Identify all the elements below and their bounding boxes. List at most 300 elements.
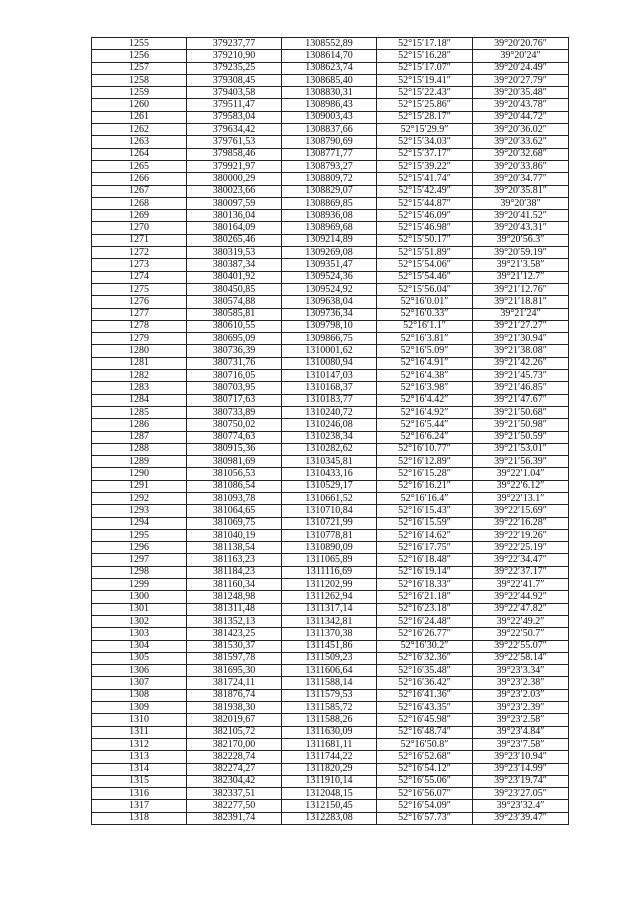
table-row bbox=[92, 628, 569, 640]
x-coordinate-cell: 380717,63 bbox=[187, 394, 282, 406]
x-coordinate-cell: 379583,04 bbox=[187, 111, 282, 123]
point-number-cell: 1314 bbox=[92, 763, 187, 775]
table-row bbox=[92, 763, 569, 775]
longitude-cell: 39°23′3.34″ bbox=[473, 665, 569, 677]
y-coordinate-cell: 1311370,38 bbox=[282, 628, 377, 640]
y-coordinate-cell: 1311451,86 bbox=[282, 640, 377, 652]
x-coordinate-cell: 380387,34 bbox=[187, 259, 282, 271]
x-coordinate-cell: 379308,45 bbox=[187, 74, 282, 86]
longitude-cell: 39°20′24.49″ bbox=[473, 62, 569, 74]
x-coordinate-cell: 381724,11 bbox=[187, 677, 282, 689]
x-coordinate-cell: 381184,23 bbox=[187, 566, 282, 578]
latitude-cell: 52°16′50.8″ bbox=[377, 738, 473, 750]
longitude-cell: 39°20′38″ bbox=[473, 197, 569, 209]
latitude-cell: 52°16′1.1″ bbox=[377, 320, 473, 332]
table-row bbox=[92, 173, 569, 185]
latitude-cell: 52°15′19.41″ bbox=[377, 74, 473, 86]
latitude-cell: 52°16′43.35″ bbox=[377, 702, 473, 714]
x-coordinate-cell: 382019,67 bbox=[187, 714, 282, 726]
table-row bbox=[92, 751, 569, 763]
table-row bbox=[92, 492, 569, 504]
latitude-cell: 52°15′54.46″ bbox=[377, 271, 473, 283]
point-number-cell: 1312 bbox=[92, 738, 187, 750]
point-number-cell: 1283 bbox=[92, 382, 187, 394]
x-coordinate-cell: 380136,04 bbox=[187, 210, 282, 222]
point-number-cell: 1291 bbox=[92, 480, 187, 492]
table-row bbox=[92, 382, 569, 394]
longitude-cell: 39°22′50.7″ bbox=[473, 628, 569, 640]
table-row bbox=[92, 640, 569, 652]
latitude-cell: 52°16′3.98″ bbox=[377, 382, 473, 394]
table-row bbox=[92, 124, 569, 136]
table-row bbox=[92, 197, 569, 209]
latitude-cell: 52°15′42.49″ bbox=[377, 185, 473, 197]
longitude-cell: 39°22′15.69″ bbox=[473, 505, 569, 517]
longitude-cell: 39°22′41.7″ bbox=[473, 579, 569, 591]
longitude-cell: 39°20′35.48″ bbox=[473, 87, 569, 99]
point-number-cell: 1282 bbox=[92, 370, 187, 382]
y-coordinate-cell: 1310433,16 bbox=[282, 468, 377, 480]
longitude-cell: 39°20′43.31″ bbox=[473, 222, 569, 234]
table-row bbox=[92, 259, 569, 271]
x-coordinate-cell: 380733,89 bbox=[187, 406, 282, 418]
table-row bbox=[92, 87, 569, 99]
coordinates-table bbox=[91, 37, 569, 825]
y-coordinate-cell: 1308869,85 bbox=[282, 197, 377, 209]
point-number-cell: 1284 bbox=[92, 394, 187, 406]
point-number-cell: 1276 bbox=[92, 296, 187, 308]
longitude-cell: 39°21′50.68″ bbox=[473, 406, 569, 418]
table-row bbox=[92, 111, 569, 123]
table-row bbox=[92, 443, 569, 455]
coordinates-table-body bbox=[92, 38, 569, 825]
y-coordinate-cell: 1308837,66 bbox=[282, 124, 377, 136]
x-coordinate-cell: 382228,74 bbox=[187, 751, 282, 763]
longitude-cell: 39°21′50.98″ bbox=[473, 419, 569, 431]
longitude-cell: 39°23′19.74″ bbox=[473, 775, 569, 787]
longitude-cell: 39°21′45.73″ bbox=[473, 370, 569, 382]
longitude-cell: 39°21′30.94″ bbox=[473, 333, 569, 345]
latitude-cell: 52°16′16.21″ bbox=[377, 480, 473, 492]
y-coordinate-cell: 1310240,72 bbox=[282, 406, 377, 418]
longitude-cell: 39°20′35.81″ bbox=[473, 185, 569, 197]
latitude-cell: 52°16′55.06″ bbox=[377, 775, 473, 787]
table-row bbox=[92, 652, 569, 664]
y-coordinate-cell: 1309003,43 bbox=[282, 111, 377, 123]
y-coordinate-cell: 1311342,81 bbox=[282, 615, 377, 627]
y-coordinate-cell: 1309866,75 bbox=[282, 333, 377, 345]
x-coordinate-cell: 380164,09 bbox=[187, 222, 282, 234]
latitude-cell: 52°16′30.2″ bbox=[377, 640, 473, 652]
table-row bbox=[92, 591, 569, 603]
latitude-cell: 52°15′29.9″ bbox=[377, 124, 473, 136]
longitude-cell: 39°20′34.77″ bbox=[473, 173, 569, 185]
x-coordinate-cell: 379235,25 bbox=[187, 62, 282, 74]
y-coordinate-cell: 1308552,89 bbox=[282, 38, 377, 50]
x-coordinate-cell: 381876,74 bbox=[187, 689, 282, 701]
point-number-cell: 1315 bbox=[92, 775, 187, 787]
y-coordinate-cell: 1308790,69 bbox=[282, 136, 377, 148]
y-coordinate-cell: 1310721,99 bbox=[282, 517, 377, 529]
table-row bbox=[92, 775, 569, 787]
point-number-cell: 1255 bbox=[92, 38, 187, 50]
latitude-cell: 52°16′4.92″ bbox=[377, 406, 473, 418]
x-coordinate-cell: 381093,78 bbox=[187, 492, 282, 504]
table-row bbox=[92, 345, 569, 357]
x-coordinate-cell: 381311,48 bbox=[187, 603, 282, 615]
y-coordinate-cell: 1311744,22 bbox=[282, 751, 377, 763]
latitude-cell: 52°16′17.75″ bbox=[377, 542, 473, 554]
longitude-cell: 39°21′42.26″ bbox=[473, 357, 569, 369]
table-row bbox=[92, 603, 569, 615]
longitude-cell: 39°22′34.47″ bbox=[473, 554, 569, 566]
table-row bbox=[92, 234, 569, 246]
x-coordinate-cell: 381530,37 bbox=[187, 640, 282, 652]
longitude-cell: 39°22′19.26″ bbox=[473, 529, 569, 541]
table-row bbox=[92, 62, 569, 74]
point-number-cell: 1279 bbox=[92, 333, 187, 345]
table-row bbox=[92, 468, 569, 480]
latitude-cell: 52°15′25.86″ bbox=[377, 99, 473, 111]
y-coordinate-cell: 1311606,64 bbox=[282, 665, 377, 677]
latitude-cell: 52°15′39.22″ bbox=[377, 160, 473, 172]
x-coordinate-cell: 381056,53 bbox=[187, 468, 282, 480]
x-coordinate-cell: 379858,46 bbox=[187, 148, 282, 160]
point-number-cell: 1280 bbox=[92, 345, 187, 357]
table-row bbox=[92, 702, 569, 714]
latitude-cell: 52°16′45.98″ bbox=[377, 714, 473, 726]
table-row bbox=[92, 517, 569, 529]
point-number-cell: 1278 bbox=[92, 320, 187, 332]
y-coordinate-cell: 1308793,27 bbox=[282, 160, 377, 172]
y-coordinate-cell: 1311910,14 bbox=[282, 775, 377, 787]
latitude-cell: 52°16′6.24″ bbox=[377, 431, 473, 443]
latitude-cell: 52°15′34.03″ bbox=[377, 136, 473, 148]
latitude-cell: 52°16′36.42″ bbox=[377, 677, 473, 689]
x-coordinate-cell: 381695,30 bbox=[187, 665, 282, 677]
table-row bbox=[92, 542, 569, 554]
longitude-cell: 39°21′56.39″ bbox=[473, 456, 569, 468]
table-row bbox=[92, 566, 569, 578]
x-coordinate-cell: 380574,88 bbox=[187, 296, 282, 308]
longitude-cell: 39°21′12.7″ bbox=[473, 271, 569, 283]
latitude-cell: 52°15′51.89″ bbox=[377, 247, 473, 259]
point-number-cell: 1270 bbox=[92, 222, 187, 234]
latitude-cell: 52°16′4.91″ bbox=[377, 357, 473, 369]
x-coordinate-cell: 381086,54 bbox=[187, 480, 282, 492]
point-number-cell: 1286 bbox=[92, 419, 187, 431]
y-coordinate-cell: 1311262,94 bbox=[282, 591, 377, 603]
latitude-cell: 52°15′46.09″ bbox=[377, 210, 473, 222]
longitude-cell: 39°22′13.1″ bbox=[473, 492, 569, 504]
table-row bbox=[92, 800, 569, 812]
latitude-cell: 52°16′15.28″ bbox=[377, 468, 473, 480]
point-number-cell: 1261 bbox=[92, 111, 187, 123]
y-coordinate-cell: 1308986,43 bbox=[282, 99, 377, 111]
y-coordinate-cell: 1308623,74 bbox=[282, 62, 377, 74]
longitude-cell: 39°21′27.27″ bbox=[473, 320, 569, 332]
table-row bbox=[92, 615, 569, 627]
longitude-cell: 39°21′18.81″ bbox=[473, 296, 569, 308]
x-coordinate-cell: 381597,78 bbox=[187, 652, 282, 664]
point-number-cell: 1288 bbox=[92, 443, 187, 455]
point-number-cell: 1275 bbox=[92, 283, 187, 295]
longitude-cell: 39°22′6.12″ bbox=[473, 480, 569, 492]
point-number-cell: 1309 bbox=[92, 702, 187, 714]
latitude-cell: 52°15′28.17″ bbox=[377, 111, 473, 123]
y-coordinate-cell: 1311202,99 bbox=[282, 579, 377, 591]
latitude-cell: 52°15′46.98″ bbox=[377, 222, 473, 234]
latitude-cell: 52°16′5.09″ bbox=[377, 345, 473, 357]
longitude-cell: 39°22′49.2″ bbox=[473, 615, 569, 627]
latitude-cell: 52°16′54.12″ bbox=[377, 763, 473, 775]
y-coordinate-cell: 1310778,81 bbox=[282, 529, 377, 541]
y-coordinate-cell: 1309214,89 bbox=[282, 234, 377, 246]
point-number-cell: 1298 bbox=[92, 566, 187, 578]
longitude-cell: 39°20′32.68″ bbox=[473, 148, 569, 160]
point-number-cell: 1287 bbox=[92, 431, 187, 443]
longitude-cell: 39°22′37.17″ bbox=[473, 566, 569, 578]
longitude-cell: 39°22′55.07″ bbox=[473, 640, 569, 652]
point-number-cell: 1274 bbox=[92, 271, 187, 283]
point-number-cell: 1301 bbox=[92, 603, 187, 615]
point-number-cell: 1259 bbox=[92, 87, 187, 99]
y-coordinate-cell: 1309524,92 bbox=[282, 283, 377, 295]
table-row bbox=[92, 136, 569, 148]
x-coordinate-cell: 379210,90 bbox=[187, 50, 282, 62]
latitude-cell: 52°16′24.48″ bbox=[377, 615, 473, 627]
table-row bbox=[92, 247, 569, 259]
y-coordinate-cell: 1308614,70 bbox=[282, 50, 377, 62]
y-coordinate-cell: 1309269,08 bbox=[282, 247, 377, 259]
point-number-cell: 1263 bbox=[92, 136, 187, 148]
y-coordinate-cell: 1308830,31 bbox=[282, 87, 377, 99]
point-number-cell: 1267 bbox=[92, 185, 187, 197]
longitude-cell: 39°21′46.85″ bbox=[473, 382, 569, 394]
table-row bbox=[92, 38, 569, 50]
x-coordinate-cell: 379403,58 bbox=[187, 87, 282, 99]
x-coordinate-cell: 382304,42 bbox=[187, 775, 282, 787]
longitude-cell: 39°23′10.94″ bbox=[473, 751, 569, 763]
x-coordinate-cell: 381040,19 bbox=[187, 529, 282, 541]
longitude-cell: 39°20′43.78″ bbox=[473, 99, 569, 111]
y-coordinate-cell: 1311509,23 bbox=[282, 652, 377, 664]
point-number-cell: 1297 bbox=[92, 554, 187, 566]
table-row bbox=[92, 788, 569, 800]
y-coordinate-cell: 1311065,89 bbox=[282, 554, 377, 566]
longitude-cell: 39°23′2.38″ bbox=[473, 677, 569, 689]
y-coordinate-cell: 1310001,62 bbox=[282, 345, 377, 357]
y-coordinate-cell: 1308771,77 bbox=[282, 148, 377, 160]
x-coordinate-cell: 380750,02 bbox=[187, 419, 282, 431]
y-coordinate-cell: 1311588,26 bbox=[282, 714, 377, 726]
point-number-cell: 1307 bbox=[92, 677, 187, 689]
table-row bbox=[92, 431, 569, 443]
latitude-cell: 52°15′16.28″ bbox=[377, 50, 473, 62]
y-coordinate-cell: 1311820,29 bbox=[282, 763, 377, 775]
point-number-cell: 1272 bbox=[92, 247, 187, 259]
point-number-cell: 1318 bbox=[92, 812, 187, 824]
y-coordinate-cell: 1310529,17 bbox=[282, 480, 377, 492]
longitude-cell: 39°20′20.76″ bbox=[473, 38, 569, 50]
point-number-cell: 1305 bbox=[92, 652, 187, 664]
point-number-cell: 1311 bbox=[92, 726, 187, 738]
longitude-cell: 39°23′7.58″ bbox=[473, 738, 569, 750]
x-coordinate-cell: 380774,63 bbox=[187, 431, 282, 443]
table-row bbox=[92, 148, 569, 160]
longitude-cell: 39°21′47.67″ bbox=[473, 394, 569, 406]
latitude-cell: 52°15′56.04″ bbox=[377, 283, 473, 295]
y-coordinate-cell: 1310080,94 bbox=[282, 357, 377, 369]
longitude-cell: 39°23′2.58″ bbox=[473, 714, 569, 726]
y-coordinate-cell: 1310345,81 bbox=[282, 456, 377, 468]
y-coordinate-cell: 1311630,09 bbox=[282, 726, 377, 738]
table-row bbox=[92, 505, 569, 517]
y-coordinate-cell: 1310282,62 bbox=[282, 443, 377, 455]
y-coordinate-cell: 1308969,68 bbox=[282, 222, 377, 234]
latitude-cell: 52°16′54.09″ bbox=[377, 800, 473, 812]
x-coordinate-cell: 380736,39 bbox=[187, 345, 282, 357]
latitude-cell: 52°16′4.42″ bbox=[377, 394, 473, 406]
longitude-cell: 39°20′33.86″ bbox=[473, 160, 569, 172]
longitude-cell: 39°23′14.99″ bbox=[473, 763, 569, 775]
table-row bbox=[92, 677, 569, 689]
longitude-cell: 39°23′4.84″ bbox=[473, 726, 569, 738]
x-coordinate-cell: 382274,27 bbox=[187, 763, 282, 775]
y-coordinate-cell: 1310710,84 bbox=[282, 505, 377, 517]
latitude-cell: 52°16′18.48″ bbox=[377, 554, 473, 566]
x-coordinate-cell: 380585,81 bbox=[187, 308, 282, 320]
table-row bbox=[92, 296, 569, 308]
x-coordinate-cell: 380915,36 bbox=[187, 443, 282, 455]
point-number-cell: 1269 bbox=[92, 210, 187, 222]
latitude-cell: 52°16′15.43″ bbox=[377, 505, 473, 517]
x-coordinate-cell: 380731,76 bbox=[187, 357, 282, 369]
x-coordinate-cell: 381069,75 bbox=[187, 517, 282, 529]
x-coordinate-cell: 380981,69 bbox=[187, 456, 282, 468]
point-number-cell: 1304 bbox=[92, 640, 187, 652]
table-row bbox=[92, 271, 569, 283]
table-row bbox=[92, 308, 569, 320]
point-number-cell: 1264 bbox=[92, 148, 187, 160]
latitude-cell: 52°15′41.74″ bbox=[377, 173, 473, 185]
x-coordinate-cell: 379634,42 bbox=[187, 124, 282, 136]
latitude-cell: 52°16′21.18″ bbox=[377, 591, 473, 603]
latitude-cell: 52°16′16.4″ bbox=[377, 492, 473, 504]
table-row bbox=[92, 50, 569, 62]
latitude-cell: 52°16′4.38″ bbox=[377, 370, 473, 382]
x-coordinate-cell: 379237,77 bbox=[187, 38, 282, 50]
point-number-cell: 1310 bbox=[92, 714, 187, 726]
longitude-cell: 39°20′59.19″ bbox=[473, 247, 569, 259]
point-number-cell: 1273 bbox=[92, 259, 187, 271]
latitude-cell: 52°16′26.77″ bbox=[377, 628, 473, 640]
longitude-cell: 39°21′50.59″ bbox=[473, 431, 569, 443]
x-coordinate-cell: 380695,09 bbox=[187, 333, 282, 345]
x-coordinate-cell: 382337,51 bbox=[187, 788, 282, 800]
latitude-cell: 52°16′0.33″ bbox=[377, 308, 473, 320]
x-coordinate-cell: 380716,05 bbox=[187, 370, 282, 382]
x-coordinate-cell: 379921,97 bbox=[187, 160, 282, 172]
table-row bbox=[92, 738, 569, 750]
longitude-cell: 39°22′47.82″ bbox=[473, 603, 569, 615]
longitude-cell: 39°22′58.14″ bbox=[473, 652, 569, 664]
point-number-cell: 1300 bbox=[92, 591, 187, 603]
latitude-cell: 52°16′41.36″ bbox=[377, 689, 473, 701]
table-row bbox=[92, 812, 569, 824]
latitude-cell: 52°15′17.07″ bbox=[377, 62, 473, 74]
y-coordinate-cell: 1311116,69 bbox=[282, 566, 377, 578]
y-coordinate-cell: 1310238,34 bbox=[282, 431, 377, 443]
point-number-cell: 1302 bbox=[92, 615, 187, 627]
longitude-cell: 39°21′3.58″ bbox=[473, 259, 569, 271]
point-number-cell: 1295 bbox=[92, 529, 187, 541]
table-row bbox=[92, 74, 569, 86]
table-row bbox=[92, 456, 569, 468]
y-coordinate-cell: 1309798,10 bbox=[282, 320, 377, 332]
point-number-cell: 1265 bbox=[92, 160, 187, 172]
longitude-cell: 39°21′12.76″ bbox=[473, 283, 569, 295]
point-number-cell: 1289 bbox=[92, 456, 187, 468]
latitude-cell: 52°16′14.62″ bbox=[377, 529, 473, 541]
y-coordinate-cell: 1310661,52 bbox=[282, 492, 377, 504]
table-row bbox=[92, 333, 569, 345]
y-coordinate-cell: 1308685,40 bbox=[282, 74, 377, 86]
latitude-cell: 52°16′48.74″ bbox=[377, 726, 473, 738]
point-number-cell: 1296 bbox=[92, 542, 187, 554]
longitude-cell: 39°22′44.92″ bbox=[473, 591, 569, 603]
latitude-cell: 52°16′32.36″ bbox=[377, 652, 473, 664]
latitude-cell: 52°16′35.48″ bbox=[377, 665, 473, 677]
y-coordinate-cell: 1308936,08 bbox=[282, 210, 377, 222]
x-coordinate-cell: 382391,74 bbox=[187, 812, 282, 824]
x-coordinate-cell: 379761,53 bbox=[187, 136, 282, 148]
table-row bbox=[92, 99, 569, 111]
y-coordinate-cell: 1311588,14 bbox=[282, 677, 377, 689]
x-coordinate-cell: 381064,65 bbox=[187, 505, 282, 517]
y-coordinate-cell: 1310168,37 bbox=[282, 382, 377, 394]
y-coordinate-cell: 1311585,72 bbox=[282, 702, 377, 714]
table-row bbox=[92, 480, 569, 492]
latitude-cell: 52°16′18.33″ bbox=[377, 579, 473, 591]
y-coordinate-cell: 1309351,47 bbox=[282, 259, 377, 271]
point-number-cell: 1292 bbox=[92, 492, 187, 504]
point-number-cell: 1271 bbox=[92, 234, 187, 246]
y-coordinate-cell: 1311681,11 bbox=[282, 738, 377, 750]
point-number-cell: 1260 bbox=[92, 99, 187, 111]
longitude-cell: 39°20′41.52″ bbox=[473, 210, 569, 222]
x-coordinate-cell: 381938,30 bbox=[187, 702, 282, 714]
table-row bbox=[92, 283, 569, 295]
point-number-cell: 1266 bbox=[92, 173, 187, 185]
x-coordinate-cell: 380319,53 bbox=[187, 247, 282, 259]
point-number-cell: 1308 bbox=[92, 689, 187, 701]
latitude-cell: 52°15′22.43″ bbox=[377, 87, 473, 99]
x-coordinate-cell: 380265,46 bbox=[187, 234, 282, 246]
point-number-cell: 1262 bbox=[92, 124, 187, 136]
longitude-cell: 39°20′44.72″ bbox=[473, 111, 569, 123]
latitude-cell: 52°16′52.68″ bbox=[377, 751, 473, 763]
y-coordinate-cell: 1309524,36 bbox=[282, 271, 377, 283]
latitude-cell: 52°15′54.06″ bbox=[377, 259, 473, 271]
table-row bbox=[92, 370, 569, 382]
latitude-cell: 52°16′19.14″ bbox=[377, 566, 473, 578]
longitude-cell: 39°20′33.62″ bbox=[473, 136, 569, 148]
latitude-cell: 52°16′12.89″ bbox=[377, 456, 473, 468]
latitude-cell: 52°16′57.73″ bbox=[377, 812, 473, 824]
point-number-cell: 1285 bbox=[92, 406, 187, 418]
x-coordinate-cell: 382277,50 bbox=[187, 800, 282, 812]
